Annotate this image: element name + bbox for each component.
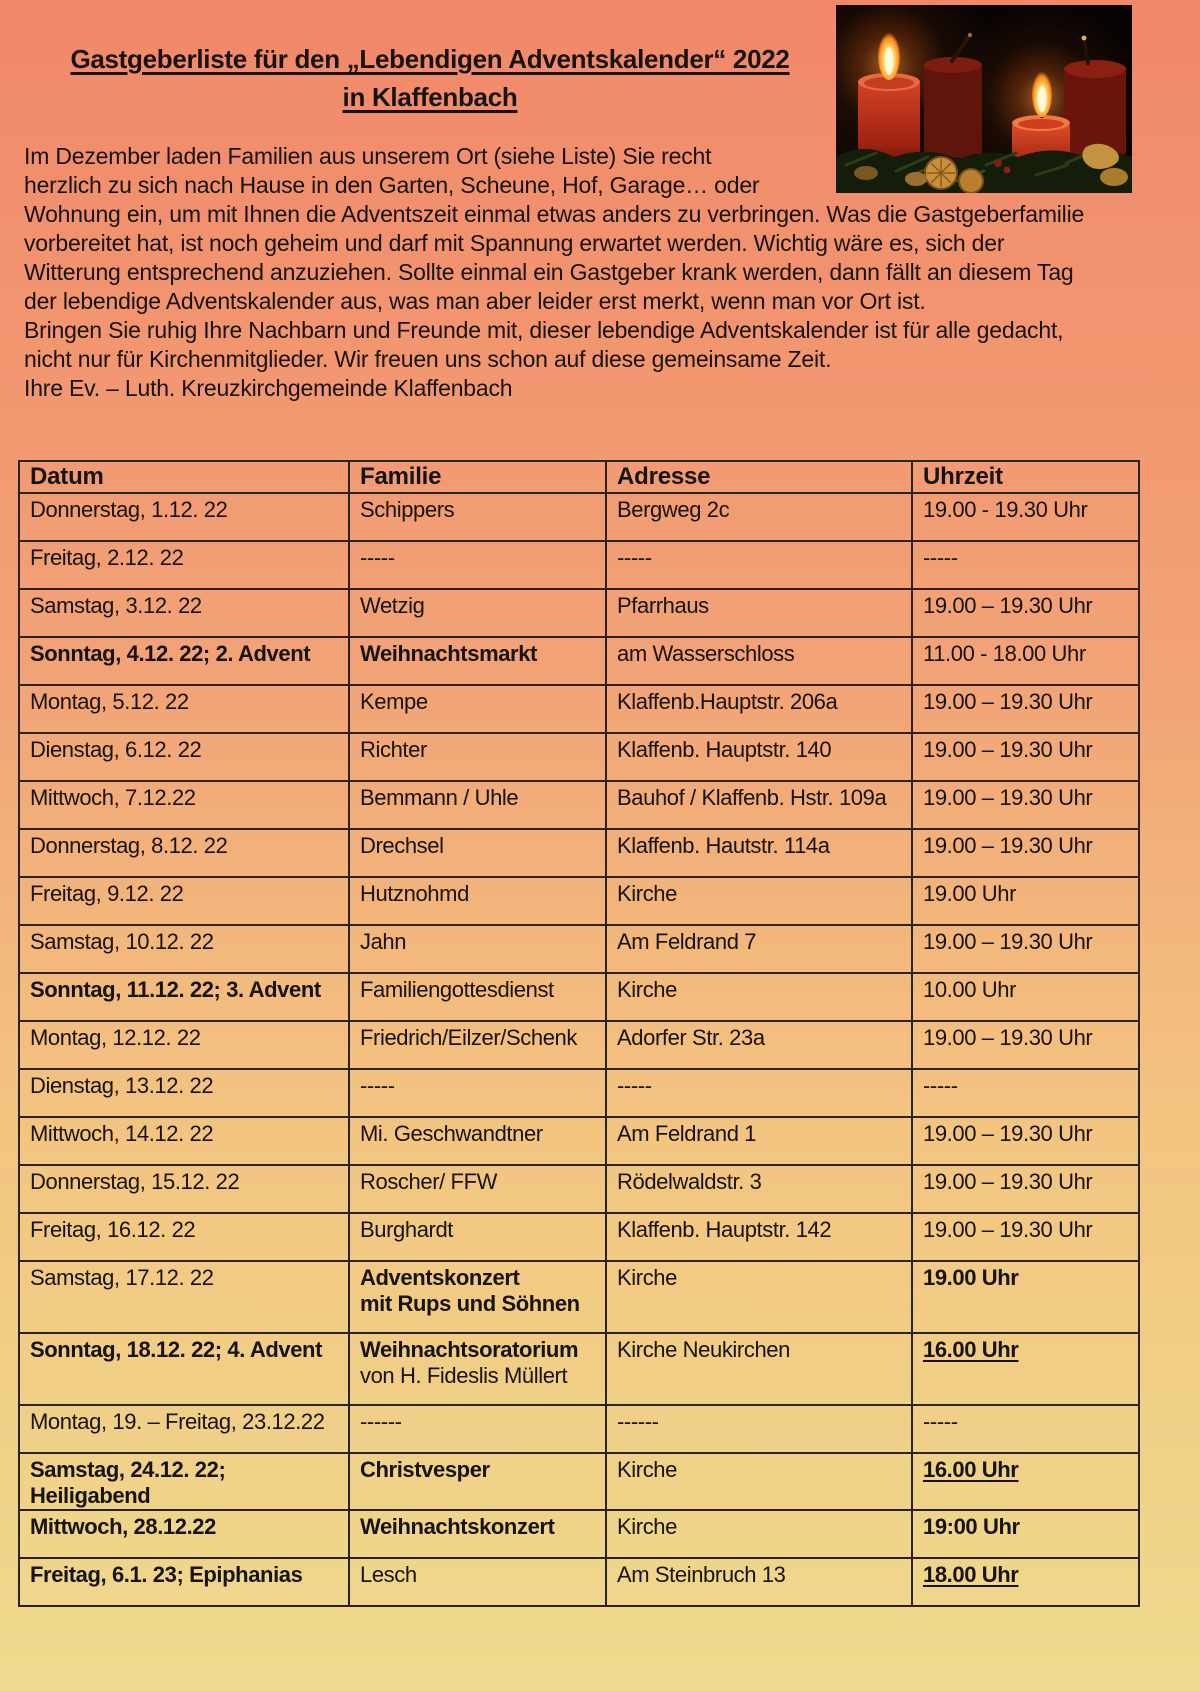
cell-line: Donnerstag, 1.12. 22 xyxy=(30,497,228,522)
cell-uhrzeit xyxy=(912,1021,1139,1069)
cell-line: Schippers xyxy=(360,497,455,522)
cell-adresse xyxy=(606,1117,912,1165)
cell-line: Adorfer Str. 23a xyxy=(617,1025,765,1050)
cell-uhrzeit xyxy=(912,781,1139,829)
cell-line: Bauhof / Klaffenb. Hstr. 109a xyxy=(617,785,887,810)
cell-line: ----- xyxy=(617,545,652,570)
intro-line: Im Dezember laden Familien aus unserem Ort (siehe Liste) Sie recht xyxy=(24,143,712,169)
column-header-uhrzeit: Uhrzeit xyxy=(912,461,1139,493)
cell-datum xyxy=(19,829,349,877)
intro-line: Ihre Ev. – Luth. Kreuzkirchgemeinde Klaffenbach xyxy=(24,375,513,401)
cell-line: 19.00 – 19.30 Uhr xyxy=(923,1121,1093,1146)
cell-line: Wetzig xyxy=(360,593,425,618)
cell-line: 19.00 – 19.30 Uhr xyxy=(923,929,1093,954)
table-body xyxy=(19,493,1139,1606)
cell-line: Sonntag, 11.12. 22; 3. Advent xyxy=(30,977,321,1002)
cell-adresse xyxy=(606,1333,912,1405)
cell-line: 18.00 Uhr xyxy=(923,1562,1019,1587)
cell-uhrzeit xyxy=(912,1558,1139,1606)
table-row xyxy=(19,589,1139,637)
cell-datum xyxy=(19,1069,349,1117)
cell-line: Klaffenb. Hauptstr. 142 xyxy=(617,1217,832,1242)
cell-line: Rödelwaldstr. 3 xyxy=(617,1169,762,1194)
cell-line: Klaffenb. Hautstr. 114a xyxy=(617,833,830,858)
cell-familie xyxy=(349,1405,606,1453)
table-row xyxy=(19,685,1139,733)
intro-line: Wohnung ein, um mit Ihnen die Adventszeit einmal etwas anders zu verbringen. Was die Gastgeberfamilie xyxy=(24,201,1085,227)
cell-line: Am Feldrand 1 xyxy=(617,1121,757,1146)
cell-adresse xyxy=(606,1165,912,1213)
table-row xyxy=(19,733,1139,781)
cell-line: Am Feldrand 7 xyxy=(617,929,757,954)
cell-line: ----- xyxy=(360,1073,395,1098)
cell-line: Christvesper xyxy=(360,1457,490,1482)
cell-uhrzeit xyxy=(912,1165,1139,1213)
cell-line: 19.00 – 19.30 Uhr xyxy=(923,1169,1093,1194)
cell-line: Pfarrhaus xyxy=(617,593,709,618)
intro-line: Witterung entsprechend anzuziehen. Sollte einmal ein Gastgeber krank werden, dann fällt an diesem Tag xyxy=(24,259,1074,285)
cell-adresse xyxy=(606,685,912,733)
table-row xyxy=(19,637,1139,685)
cell-line: Freitag, 9.12. 22 xyxy=(30,881,184,906)
cell-line: Kirche xyxy=(617,977,677,1002)
cell-line: 16.00 Uhr xyxy=(923,1337,1019,1362)
cell-line: 19.00 - 19.30 Uhr xyxy=(923,497,1088,522)
cell-uhrzeit xyxy=(912,637,1139,685)
column-header-datum: Datum xyxy=(19,461,349,493)
cell-line: Sonntag, 4.12. 22; 2. Advent xyxy=(30,641,311,666)
table-row xyxy=(19,973,1139,1021)
cell-familie xyxy=(349,733,606,781)
cell-familie xyxy=(349,781,606,829)
cell-adresse xyxy=(606,541,912,589)
cell-line: 16.00 Uhr xyxy=(923,1457,1019,1482)
cell-uhrzeit xyxy=(912,541,1139,589)
cell-line: Adventskonzert xyxy=(360,1265,520,1290)
cell-familie xyxy=(349,829,606,877)
table-row xyxy=(19,1069,1139,1117)
cell-familie xyxy=(349,637,606,685)
cell-line: Jahn xyxy=(360,929,407,954)
schedule-table xyxy=(18,460,1140,1607)
cell-uhrzeit xyxy=(912,685,1139,733)
cell-familie xyxy=(349,1333,606,1405)
intro-line: nicht nur für Kirchenmitglieder. Wir freuen uns schon auf diese gemeinsame Zeit. xyxy=(24,346,832,372)
cell-line: Mittwoch, 28.12.22 xyxy=(30,1514,216,1539)
cell-familie xyxy=(349,1117,606,1165)
cell-line: 19.00 – 19.30 Uhr xyxy=(923,689,1093,714)
cell-line: Burghardt xyxy=(360,1217,454,1242)
cell-uhrzeit xyxy=(912,1333,1139,1405)
cell-line: Montag, 19. – Freitag, 23.12.22 xyxy=(30,1409,325,1434)
cell-line: Familiengottesdienst xyxy=(360,977,554,1002)
cell-adresse xyxy=(606,781,912,829)
cell-datum xyxy=(19,781,349,829)
cell-familie xyxy=(349,685,606,733)
cell-line: Kirche xyxy=(617,1265,677,1290)
cell-familie xyxy=(349,1165,606,1213)
cell-line: ----- xyxy=(923,1409,958,1434)
cell-datum xyxy=(19,1165,349,1213)
cell-uhrzeit xyxy=(912,1510,1139,1558)
table-row xyxy=(19,781,1139,829)
cell-uhrzeit xyxy=(912,493,1139,541)
cell-adresse xyxy=(606,637,912,685)
cell-line: Freitag, 6.1. 23; Epiphanias xyxy=(30,1562,303,1587)
cell-datum xyxy=(19,973,349,1021)
cell-uhrzeit xyxy=(912,1453,1139,1510)
title-line-1: Gastgeberliste für den „Lebendigen Adventskalender“ 2022 xyxy=(70,44,790,74)
cell-line: Heiligabend xyxy=(30,1483,151,1508)
cell-datum xyxy=(19,1021,349,1069)
intro-line: Bringen Sie ruhig Ihre Nachbarn und Freunde mit, dieser lebendige Adventskalender ist für alle gedacht, xyxy=(24,317,1064,343)
cell-line: Hutznohmd xyxy=(360,881,469,906)
cell-datum xyxy=(19,637,349,685)
cell-line: Kirche xyxy=(617,1514,677,1539)
cell-adresse xyxy=(606,829,912,877)
cell-familie xyxy=(349,1069,606,1117)
cell-line: 19:00 Uhr xyxy=(923,1514,1020,1539)
cell-line: Drechsel xyxy=(360,833,444,858)
cell-datum xyxy=(19,541,349,589)
cell-uhrzeit xyxy=(912,589,1139,637)
cell-familie xyxy=(349,493,606,541)
cell-uhrzeit xyxy=(912,1405,1139,1453)
cell-familie xyxy=(349,1453,606,1510)
cell-line: ----- xyxy=(617,1073,652,1098)
cell-datum xyxy=(19,1213,349,1261)
cell-line: Richter xyxy=(360,737,427,762)
cell-uhrzeit xyxy=(912,877,1139,925)
cell-datum xyxy=(19,1405,349,1453)
intro-line: herzlich zu sich nach Hause in den Garten, Scheune, Hof, Garage… oder xyxy=(24,172,760,198)
intro-line: der lebendige Adventskalender aus, was man aber leider erst merkt, wenn man vor Ort ist. xyxy=(24,288,926,314)
cell-line: Donnerstag, 8.12. 22 xyxy=(30,833,228,858)
table-header xyxy=(19,461,1139,493)
cell-adresse xyxy=(606,1558,912,1606)
cell-line: Bergweg 2c xyxy=(617,497,730,522)
cell-line: Samstag, 17.12. 22 xyxy=(30,1265,214,1290)
table-row xyxy=(19,1510,1139,1558)
cell-line: Friedrich/Eilzer/Schenk xyxy=(360,1025,577,1050)
cell-line: Weihnachtskonzert xyxy=(360,1514,555,1539)
cell-line: mit Rups und Söhnen xyxy=(360,1291,580,1316)
cell-datum xyxy=(19,925,349,973)
cell-adresse xyxy=(606,877,912,925)
cell-line: 19.00 – 19.30 Uhr xyxy=(923,785,1093,810)
cell-adresse xyxy=(606,1453,912,1510)
cell-line: 19.00 – 19.30 Uhr xyxy=(923,1217,1093,1242)
cell-line: Samstag, 24.12. 22; xyxy=(30,1457,226,1482)
cell-datum xyxy=(19,589,349,637)
cell-line: 19.00 Uhr xyxy=(923,881,1017,906)
cell-line: 10.00 Uhr xyxy=(923,977,1017,1002)
cell-familie xyxy=(349,973,606,1021)
cell-line: Dienstag, 6.12. 22 xyxy=(30,737,202,762)
cell-datum xyxy=(19,1117,349,1165)
cell-line: Kirche xyxy=(617,1457,677,1482)
table-row xyxy=(19,829,1139,877)
cell-line: von H. Fideslis Müllert xyxy=(360,1363,568,1388)
cell-line: Freitag, 16.12. 22 xyxy=(30,1217,196,1242)
cell-line: ----- xyxy=(923,545,958,570)
cell-uhrzeit xyxy=(912,1069,1139,1117)
cell-datum xyxy=(19,1333,349,1405)
cell-line: Klaffenb. Hauptstr. 140 xyxy=(617,737,832,762)
cell-line: Dienstag, 13.12. 22 xyxy=(30,1073,214,1098)
table-row xyxy=(19,1165,1139,1213)
cell-adresse xyxy=(606,973,912,1021)
table-row xyxy=(19,493,1139,541)
cell-adresse xyxy=(606,589,912,637)
intro-line: vorbereitet hat, ist noch geheim und darf mit Spannung erwartet werden. Wichtig wäre es, sich der xyxy=(24,230,1005,256)
cell-line: Donnerstag, 15.12. 22 xyxy=(30,1169,240,1194)
cell-adresse xyxy=(606,1213,912,1261)
cell-line: Kempe xyxy=(360,689,428,714)
cell-familie xyxy=(349,1510,606,1558)
cell-datum xyxy=(19,1261,349,1333)
cell-adresse xyxy=(606,493,912,541)
advent-candles-image xyxy=(836,5,1132,193)
cell-familie xyxy=(349,541,606,589)
cell-line: Weihnachtsoratorium xyxy=(360,1337,579,1362)
cell-line: 19.00 – 19.30 Uhr xyxy=(923,833,1093,858)
cell-line: Mittwoch, 7.12.22 xyxy=(30,785,196,810)
cell-datum xyxy=(19,733,349,781)
table-row xyxy=(19,1453,1139,1510)
table-row xyxy=(19,925,1139,973)
title-line-2: in Klaffenbach xyxy=(342,82,518,112)
cell-uhrzeit xyxy=(912,925,1139,973)
cell-uhrzeit xyxy=(912,1261,1139,1333)
cell-line: Samstag, 10.12. 22 xyxy=(30,929,214,954)
cell-uhrzeit xyxy=(912,973,1139,1021)
cell-uhrzeit xyxy=(912,829,1139,877)
table-row xyxy=(19,541,1139,589)
cell-datum xyxy=(19,493,349,541)
cell-line: ------ xyxy=(617,1409,659,1434)
cell-line: Roscher/ FFW xyxy=(360,1169,497,1194)
cell-adresse xyxy=(606,1510,912,1558)
cell-line: Montag, 12.12. 22 xyxy=(30,1025,201,1050)
table-row xyxy=(19,1117,1139,1165)
cell-familie xyxy=(349,925,606,973)
cell-uhrzeit xyxy=(912,1213,1139,1261)
cell-familie xyxy=(349,1558,606,1606)
cell-line: 19.00 – 19.30 Uhr xyxy=(923,1025,1093,1050)
cell-line: ------ xyxy=(360,1409,402,1434)
cell-line: 19.00 – 19.30 Uhr xyxy=(923,593,1093,618)
table-row xyxy=(19,1405,1139,1453)
cell-line: Samstag, 3.12. 22 xyxy=(30,593,202,618)
cell-line: Mi. Geschwandtner xyxy=(360,1121,543,1146)
cell-datum xyxy=(19,877,349,925)
cell-uhrzeit xyxy=(912,1117,1139,1165)
cell-familie xyxy=(349,1213,606,1261)
table-row xyxy=(19,1558,1139,1606)
table-row xyxy=(19,1213,1139,1261)
cell-adresse xyxy=(606,925,912,973)
cell-line: 19.00 Uhr xyxy=(923,1265,1019,1290)
table-row xyxy=(19,877,1139,925)
cell-datum xyxy=(19,685,349,733)
cell-line: 19.00 – 19.30 Uhr xyxy=(923,737,1093,762)
cell-line: Freitag, 2.12. 22 xyxy=(30,545,184,570)
table-row xyxy=(19,1333,1139,1405)
cell-familie xyxy=(349,877,606,925)
cell-adresse xyxy=(606,733,912,781)
cell-line: Am Steinbruch 13 xyxy=(617,1562,786,1587)
cell-line: Klaffenb.Hauptstr. 206a xyxy=(617,689,838,714)
column-header-familie: Familie xyxy=(349,461,606,493)
cell-line: Mittwoch, 14.12. 22 xyxy=(30,1121,214,1146)
cell-line: am Wasserschloss xyxy=(617,641,795,666)
cell-line: Montag, 5.12. 22 xyxy=(30,689,189,714)
cell-line: ----- xyxy=(360,545,395,570)
cell-adresse xyxy=(606,1405,912,1453)
cell-line: Weihnachtsmarkt xyxy=(360,641,537,666)
cell-line: Kirche Neukirchen xyxy=(617,1337,790,1362)
cell-line: Bemmann / Uhle xyxy=(360,785,519,810)
cell-uhrzeit xyxy=(912,733,1139,781)
cell-line: ----- xyxy=(923,1073,958,1098)
cell-datum xyxy=(19,1558,349,1606)
cell-familie xyxy=(349,1261,606,1333)
table-row xyxy=(19,1021,1139,1069)
cell-datum xyxy=(19,1510,349,1558)
cell-familie xyxy=(349,1021,606,1069)
cell-adresse xyxy=(606,1261,912,1333)
cell-line: Lesch xyxy=(360,1562,417,1587)
cell-adresse xyxy=(606,1021,912,1069)
advent-candles-photo xyxy=(836,40,1176,198)
cell-familie xyxy=(349,589,606,637)
cell-adresse xyxy=(606,1069,912,1117)
header-row xyxy=(19,461,1139,493)
cell-datum xyxy=(19,1453,349,1510)
cell-line: 11.00 - 18.00 Uhr xyxy=(923,641,1086,666)
cell-line: Sonntag, 18.12. 22; 4. Advent xyxy=(30,1337,323,1362)
cell-line: Kirche xyxy=(617,881,677,906)
column-header-adresse: Adresse xyxy=(606,461,912,493)
table-row xyxy=(19,1261,1139,1333)
